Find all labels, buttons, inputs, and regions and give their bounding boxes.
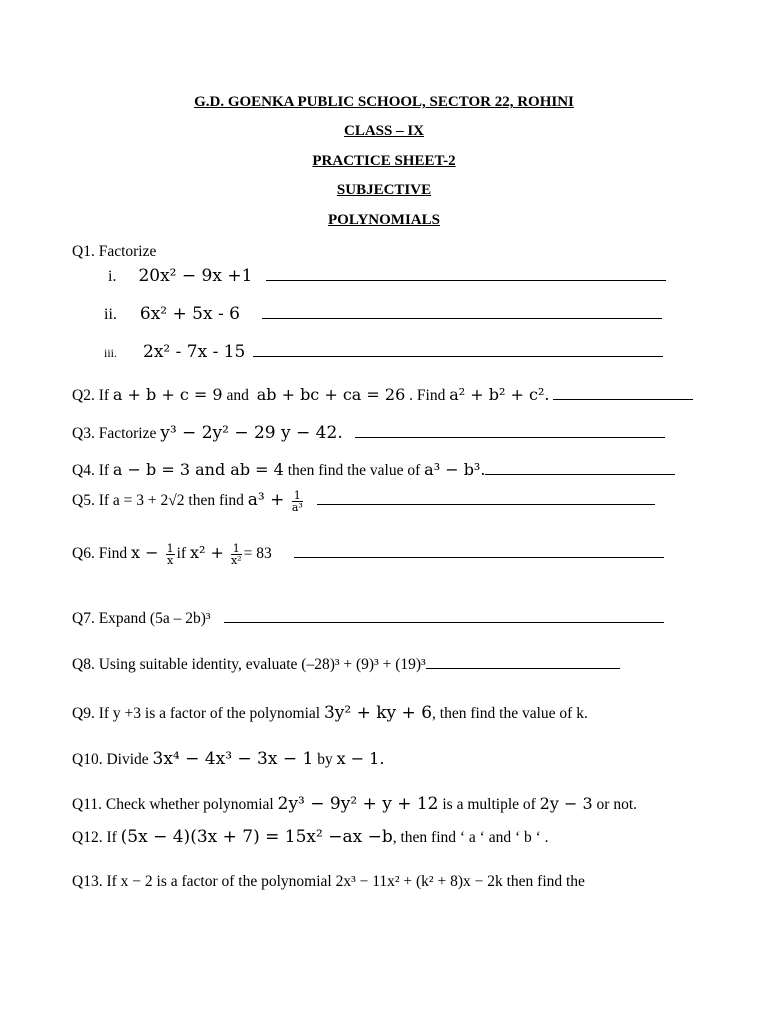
q1-item-num: ii.: [104, 306, 117, 323]
q1-item-expr: 20x² − 9x +1: [138, 266, 253, 286]
q12-math: (5x − 4)(3x + 7) = 15x² −ax −b: [120, 827, 393, 847]
answer-line: [224, 621, 664, 623]
question-5: [72, 490, 655, 513]
q10-math: x − 1.: [336, 749, 385, 768]
q10-text: Q10. Divide: [72, 751, 153, 768]
q6-math: x² +: [189, 543, 229, 563]
question-10: [72, 749, 384, 769]
question-9: [72, 703, 588, 723]
school-name: G.D. GOENKA PUBLIC SCHOOL, SECTOR 22, ROHINI: [194, 94, 574, 110]
q2-text: [549, 387, 553, 404]
q11-text: is a multiple of: [438, 796, 540, 813]
question-13: [72, 873, 585, 891]
question-11: [72, 794, 637, 814]
q2-text: . Find: [405, 387, 450, 404]
q6-text: Q6. Find: [72, 545, 131, 563]
q1-item-1: [108, 266, 666, 286]
q5-text: then find: [184, 492, 248, 510]
q9-text: Q9. If y +3 is a factor of the polynomial: [72, 705, 324, 722]
denominator: x: [167, 554, 174, 567]
q1-item-expr: 6x² + 5x - 6: [139, 304, 240, 324]
q1-item-expr: 2x² - 7x - 15: [143, 342, 246, 362]
numerator: 1: [166, 542, 174, 555]
q3-math: y³ − 2y² − 29 y − 42.: [160, 423, 343, 443]
fraction: [231, 543, 242, 566]
q2-math: ab + bc + ca = 26: [256, 385, 406, 404]
q8-text: Q8. Using suitable identity, evaluate (–28)³ + (9)³ + (19)³: [72, 656, 426, 673]
q12-text: , then find ‘ a ‘ and ‘ b ‘ .: [392, 829, 549, 846]
answer-line: [426, 667, 620, 669]
q2-math: a² + b² + c².: [449, 385, 550, 404]
answer-line: [266, 279, 666, 281]
class-title: CLASS – IX: [343, 123, 425, 139]
q2-text: and: [222, 387, 253, 404]
q13-text: Q13. If x − 2 is a factor of the polynomial 2x³ − 11x² + (k² + 8)x − 2k then find the: [72, 873, 585, 890]
q9-math: 3y² + ky + 6: [323, 703, 433, 723]
question-7: [72, 610, 664, 628]
q3-text: Q3. Factorize: [72, 425, 161, 442]
question-8: [72, 656, 620, 674]
question-6: [72, 543, 664, 566]
q6-text: if: [176, 545, 190, 563]
question-2: [72, 385, 693, 405]
fraction: [166, 543, 175, 566]
question-4: [72, 460, 675, 480]
q11-text: Q11. Check whether polynomial: [72, 796, 278, 813]
q2-text: Q2. If: [72, 387, 113, 404]
denominator: a³: [291, 501, 303, 514]
q4-math: a³ − b³.: [424, 460, 486, 479]
q10-text: by: [313, 751, 337, 768]
sheet-type: SUBJECTIVE: [336, 182, 432, 198]
answer-line: [553, 398, 693, 400]
q4-text: then find the value of: [283, 462, 425, 479]
topic-title: POLYNOMIALS: [328, 212, 440, 228]
q1-item-2: [104, 304, 662, 324]
sheet-title: PRACTICE SHEET-2: [312, 153, 456, 169]
q11-text: or not.: [592, 796, 637, 813]
q5-text: Q5. If a = 3 + 2√2: [72, 492, 185, 510]
q9-text: , then find the value of k.: [432, 705, 588, 722]
q2-math: a + b + c = 9: [112, 385, 223, 404]
denominator: x²: [230, 554, 242, 567]
q1-item-3: [104, 342, 663, 362]
answer-line: [262, 317, 662, 319]
answer-line: [355, 436, 665, 438]
q5-math: a³ +: [247, 490, 290, 511]
answer-line: [485, 473, 675, 475]
q4-math: a − b = 3 and ab = 4: [112, 460, 284, 479]
answer-line: [294, 556, 664, 558]
q6-math: x −: [131, 543, 164, 563]
q1-label: Q1. Factorize: [72, 243, 157, 260]
q1-item-num: i.: [108, 268, 117, 285]
q11-math: 2y − 3: [539, 794, 593, 813]
q10-math: 3x⁴ − 4x³ − 3x − 1: [152, 749, 314, 769]
fraction: [292, 490, 303, 513]
q6-text: = 83: [243, 545, 272, 563]
q11-math: 2y³ − 9y² + y + 12: [277, 794, 439, 814]
question-3: [72, 423, 665, 443]
q12-text: Q12. If: [72, 829, 121, 846]
question-12: [72, 827, 549, 847]
q1-item-num: iii.: [104, 346, 118, 360]
answer-line: [253, 355, 663, 357]
numerator: 1: [293, 489, 301, 502]
numerator: 1: [232, 542, 240, 555]
answer-line: [317, 503, 655, 505]
q4-text: Q4. If: [72, 462, 113, 479]
q7-text: Q7. Expand (5a – 2b)³: [72, 610, 211, 627]
